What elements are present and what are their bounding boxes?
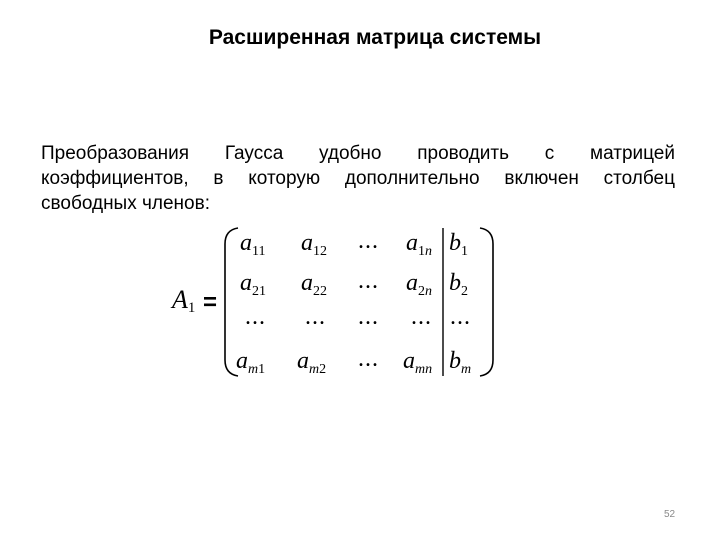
cell-amn: $a_{mn}$ [403,348,433,377]
cell-a21: $a_{21}$ [240,270,266,299]
matrix-label-subscript: 1 [187,300,196,316]
cell-a22: $a_{22}$ [301,270,327,299]
cell-a12: $a_{12}$ [301,230,327,259]
page-number: 52 [664,509,676,520]
cell-row3-col1-ellipsis: ... [245,304,266,330]
cell-am2: $a_{m2}$ [297,348,327,377]
cell-row3-col2-ellipsis: ... [305,304,326,330]
cell-row3-col5-ellipsis: ... [450,304,471,330]
cell-a2n: $a_{2n}$ [406,270,432,299]
cell-b2: $b_2$ [449,270,468,299]
matrix-label-base: A [172,285,188,314]
cell-row4-ellipsis: ... [358,346,379,372]
cell-row1-ellipsis: ... [358,228,379,254]
cell-row3-col4-ellipsis: ... [411,304,432,330]
cell-a11: $a_{11}$ [240,230,266,259]
cell-bm: $b_m$ [449,348,472,377]
cell-am1: $a_{m1}$ [236,348,266,377]
body-paragraph: Преобразования Гаусса удобно проводить с матрицей коэффициентов, в которую дополнительно включен столбец свободных членов: [41,143,675,214]
cell-b1: $b_1$ [449,230,468,259]
cell-row3-col3-ellipsis: ... [358,304,379,330]
right-parenthesis [480,228,493,376]
cell-a1n: $a_{1n}$ [406,230,432,259]
equals-sign: = [203,289,218,316]
slide-title: Расширенная матрица системы [208,26,542,49]
cell-row2-ellipsis: ... [358,268,379,294]
